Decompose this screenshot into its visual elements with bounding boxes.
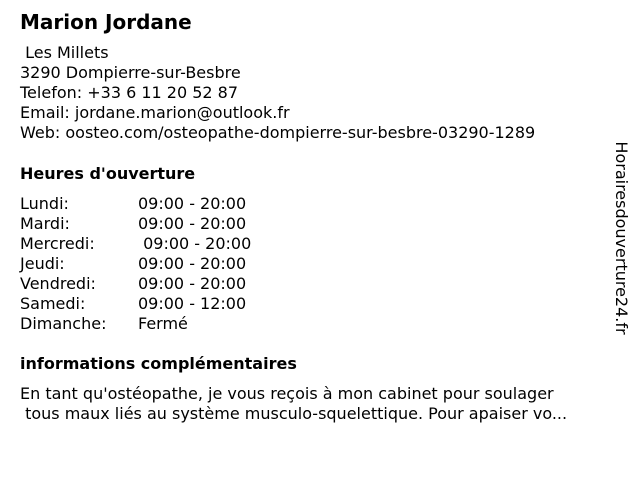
info-line: En tant qu'ostéopathe, je vous reçois à mon cabinet pour soulager xyxy=(20,384,554,403)
day-label: Jeudi: xyxy=(20,254,65,273)
time-value: 09:00 - 12:00 xyxy=(138,294,247,313)
time-value: Fermé xyxy=(138,314,188,333)
contact-block xyxy=(20,43,535,143)
time-value: 09:00 - 20:00 xyxy=(138,254,247,273)
time-value: 09:00 - 20:00 xyxy=(138,274,247,293)
phone-line: Telefon: +33 6 11 20 52 87 xyxy=(20,83,239,102)
email-line: Email: jordane.marion@outlook.fr xyxy=(20,103,290,122)
info-title: informations complémentaires xyxy=(20,354,297,373)
time-value: 09:00 - 20:00 xyxy=(138,214,247,233)
day-label: Samedi: xyxy=(20,294,86,313)
business-name: Marion Jordane xyxy=(20,10,192,34)
time-value: 09:00 - 20:00 xyxy=(138,194,247,213)
site-watermark: Horairesdouverture24.fr xyxy=(612,141,631,335)
day-label: Mardi: xyxy=(20,214,70,233)
info-description xyxy=(20,384,567,424)
day-label: Lundi: xyxy=(20,194,69,213)
hours-title: Heures d'ouverture xyxy=(20,164,196,183)
address-city: 3290 Dompierre-sur-Besbre xyxy=(20,63,241,82)
day-label: Vendredi: xyxy=(20,274,96,293)
time-value: 09:00 - 20:00 xyxy=(138,234,252,253)
address-street: Les Millets xyxy=(20,43,109,62)
info-line: tous maux liés au système musculo-squelettique. Pour apaiser vo... xyxy=(20,404,568,423)
web-line: Web: oosteo.com/osteopathe-dompierre-sur-besbre-03290-1289 xyxy=(20,123,536,142)
day-label: Dimanche: xyxy=(20,314,107,333)
day-label: Mercredi: xyxy=(20,234,95,253)
